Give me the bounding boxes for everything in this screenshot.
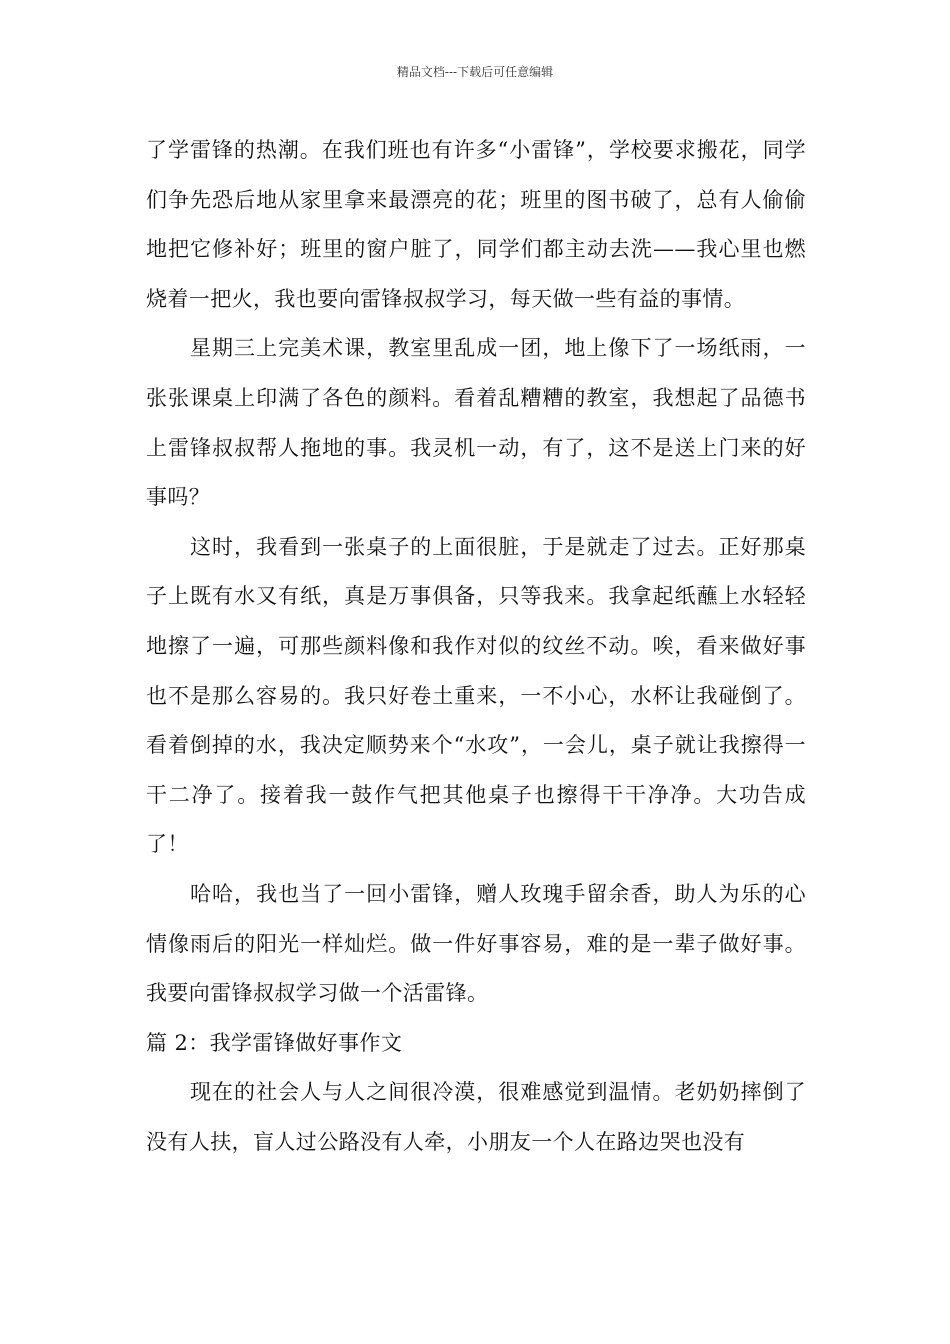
paragraph-art-class: 星期三上完美术课，教室里乱成一团，地上像下了一场纸雨，一张张课桌上印满了各色的颜料。看着乱糟糟的教室，我想起了品德书上雷锋叔叔帮人拖地的事。我灵机一动，有了，这不是送上门来的好事吗？	[146, 336, 806, 510]
header-text: 精品文档---下载后可任意编辑	[396, 65, 554, 79]
section-heading: 篇 2：我学雷锋做好事作文	[146, 1030, 403, 1055]
page-header	[0, 64, 950, 80]
paragraph-section-intro: 现在的社会人与人之间很冷漠，很难感觉到温情。老奶奶摔倒了没有人扶，盲人过公路没有人牵，小朋友一个人在路边哭也没有	[146, 1080, 806, 1154]
paragraph-continued: 了学雷锋的热潮。在我们班也有许多“小雷锋”，学校要求搬花，同学们争先恐后地从家里拿来最漂亮的花；班里的图书破了，总有人偷偷地把它修补好；班里的窗户脏了，同学们都主动去洗——我心里也燃烧着一把火，我也要向雷锋叔叔学习，每天做一些有益的事情。	[146, 138, 806, 311]
paragraph-cleaning-desk: 这时，我看到一张桌子的上面很脏，于是就走了过去。正好那桌子上既有水又有纸，真是万事俱备，只等我来。我拿起纸蘸上水轻轻地擦了一遍，可那些颜料像和我作对似的纹丝不动。唉，看来做好事也不是那么容易的。我只好卷土重来，一不小心，水杯让我碰倒了。看着倒掉的水，我决定顺势来个“水攻”，一会儿，桌子就让我擦得一干二净了。接着我一鼓作气把其他桌子也擦得干干净净。大功告成了！	[146, 534, 806, 857]
document-body	[146, 126, 806, 1167]
paragraph-conclusion: 哈哈，我也当了一回小雷锋，赠人玫瑰手留余香，助人为乐的心情像雨后的阳光一样灿烂。做一件好事容易，难的是一辈子做好事。我要向雷锋叔叔学习做一个活雷锋。	[146, 881, 806, 1006]
